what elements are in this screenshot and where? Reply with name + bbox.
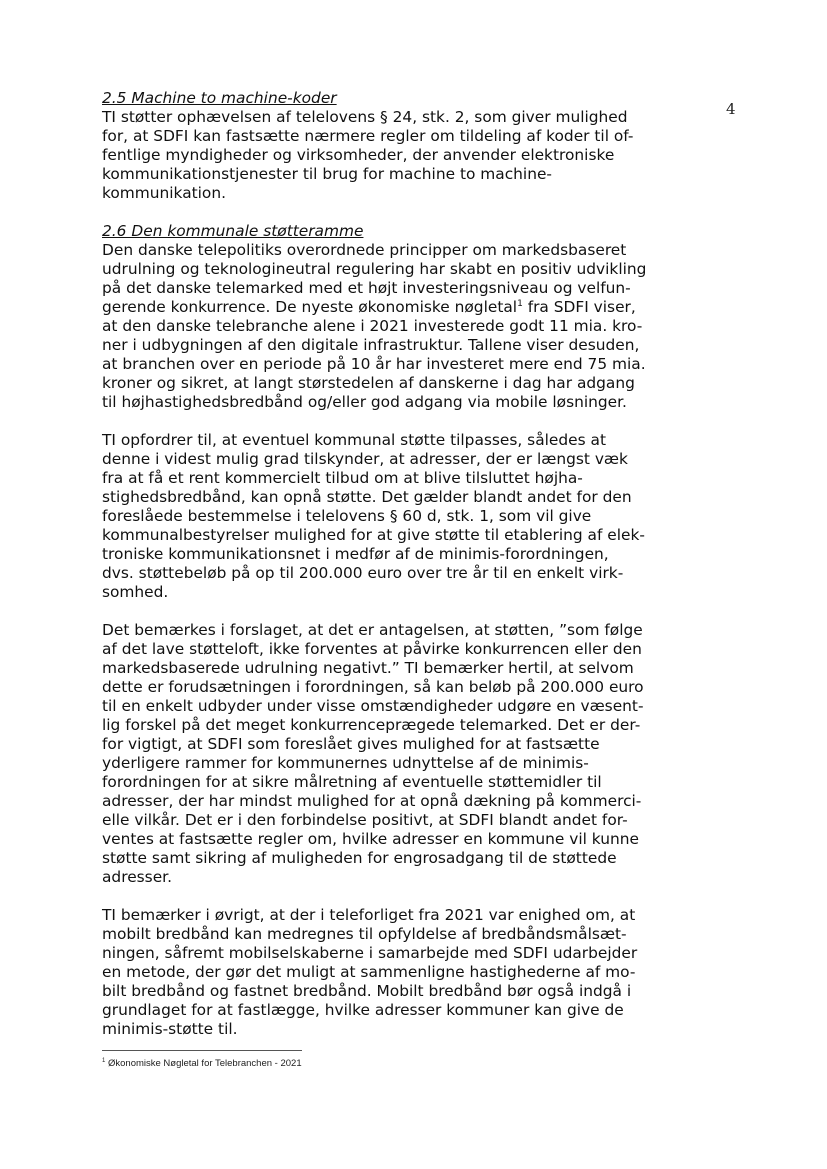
text-line: markedsbaserede udrulning negativt.” TI bemærker hertil, at selvom	[102, 659, 634, 677]
text-line: på det danske telemarked med et højt investeringsniveau og velfun-	[102, 279, 631, 297]
text-line: af det lave støtteloft, ikke forventes at påvirke konkurrencen eller den	[102, 640, 642, 658]
text-line: for, at SDFI kan fastsætte nærmere regler om tildeling af koder til of-	[102, 127, 634, 145]
text-line: kommunikationstjenester til brug for machine to machine-	[102, 165, 552, 183]
paragraph	[102, 108, 662, 203]
text-line: Den danske telepolitiks overordnede principper om markedsbaseret	[102, 241, 627, 259]
text-line: udrulning og teknologineutral regulering har skabt en positiv udvikling	[102, 260, 647, 278]
text-line: til en enkelt udbyder under visse omstændigheder udgøre en væsent-	[102, 697, 644, 715]
text-line: bilt bredbånd og fastnet bredbånd. Mobilt bredbånd bør også indgå i	[102, 982, 632, 1000]
text-line: dette er forudsætningen i forordningen, så kan beløb på 200.000 euro	[102, 678, 644, 696]
text-segment: fra SDFI viser,	[522, 298, 636, 316]
paragraph	[102, 906, 662, 1039]
text-line: elle vilkår. Det er i den forbindelse positivt, at SDFI blandt andet for-	[102, 811, 628, 829]
text-line: fra at få et rent kommercielt tilbud om at blive tilsluttet højha-	[102, 469, 583, 487]
footnote-reference[interactable]: 1	[517, 298, 523, 309]
footnote-divider	[102, 1050, 302, 1051]
text-line: kroner og sikret, at langt størstedelen af danskerne i dag har adgang	[102, 374, 635, 392]
document-body	[102, 89, 662, 1058]
paragraph	[102, 241, 662, 412]
text-line: kommunalbestyrelser mulighed for at give støtte til etablering af elek-	[102, 526, 645, 544]
text-line: støtte samt sikring af muligheden for engrosadgang til de støttede	[102, 849, 617, 867]
text-line: denne i videst mulig grad tilskynder, at adresser, der er længst væk	[102, 450, 628, 468]
text-line: adresser, der har mindst mulighed for at opnå dækning på kommerci-	[102, 792, 642, 810]
text-line: minimis-støtte til.	[102, 1020, 238, 1038]
text-line: at den danske telebranche alene i 2021 investerede godt 11 mia. kro-	[102, 317, 643, 335]
section-2-6	[102, 222, 662, 1039]
text-line: TI støtter ophævelsen af telelovens § 24, stk. 2, som giver mulighed	[102, 108, 628, 126]
footnote	[102, 1058, 302, 1069]
text-line: foreslåede bestemmelse i telelovens § 60 d, stk. 1, som vil give	[102, 507, 592, 525]
text-line: at branchen over en periode på 10 år har investeret mere end 75 mia.	[102, 355, 646, 373]
text-line: en metode, der gør det muligt at sammenligne hastighederne af mo-	[102, 963, 636, 981]
paragraph	[102, 621, 662, 887]
text-line: forordningen for at sikre målretning af eventuelle støttemidler til	[102, 773, 602, 791]
text-line: TI bemærker i øvrigt, at der i teleforliget fra 2021 var enighed om, at	[102, 906, 636, 924]
text-line: troniske kommunikationsnet i medfør af de minimis-forordningen,	[102, 545, 609, 563]
section-heading: 2.5 Machine to machine-koder	[102, 89, 337, 107]
footnote-marker: 1	[102, 1057, 106, 1064]
section-2-5	[102, 89, 662, 203]
text-line: adresser.	[102, 868, 172, 886]
text-line: Det bemærkes i forslaget, at det er antagelsen, at støtten, ”som følge	[102, 621, 643, 639]
text-line: ventes at fastsætte regler om, hvilke adresser en kommune vil kunne	[102, 830, 639, 848]
text-line: stighedsbredbånd, kan opnå støtte. Det gælder blandt andet for den	[102, 488, 632, 506]
text-line: mobilt bredbånd kan medregnes til opfyldelse af bredbåndsmålsæt-	[102, 925, 627, 943]
text-line: yderligere rammer for kommunernes udnyttelse af de minimis-	[102, 754, 589, 772]
page-number: 4	[726, 100, 736, 118]
text-line: til højhastighedsbredbånd og/eller god adgang via mobile løsninger.	[102, 393, 627, 411]
text-line: grundlaget for at fastlægge, hvilke adresser kommuner kan give de	[102, 1001, 624, 1019]
text-line	[102, 298, 662, 317]
text-line: ner i udbygningen af den digitale infrastruktur. Tallene viser desuden,	[102, 336, 640, 354]
text-line: fentlige myndigheder og virksomheder, der anvender elektroniske	[102, 146, 615, 164]
text-segment: gerende konkurrence. De nyeste økonomiske nøgletal	[102, 298, 518, 316]
text-line: somhed.	[102, 583, 169, 601]
text-line: ningen, såfremt mobilselskaberne i samarbejde med SDFI udarbejder	[102, 944, 638, 962]
text-line: lig forskel på det meget konkurrenceprægede telemarked. Det er der-	[102, 716, 641, 734]
paragraph	[102, 431, 662, 602]
footnote-text: Økonomiske Nøgletal for Telebranchen - 2021	[105, 1058, 302, 1069]
text-line: kommunikation.	[102, 184, 226, 202]
text-line: dvs. støttebeløb på op til 200.000 euro over tre år til en enkelt virk-	[102, 564, 624, 582]
text-line: TI opfordrer til, at eventuel kommunal støtte tilpasses, således at	[102, 431, 606, 449]
section-heading: 2.6 Den kommunale støtteramme	[102, 222, 364, 240]
text-line: for vigtigt, at SDFI som foreslået gives mulighed for at fastsætte	[102, 735, 600, 753]
